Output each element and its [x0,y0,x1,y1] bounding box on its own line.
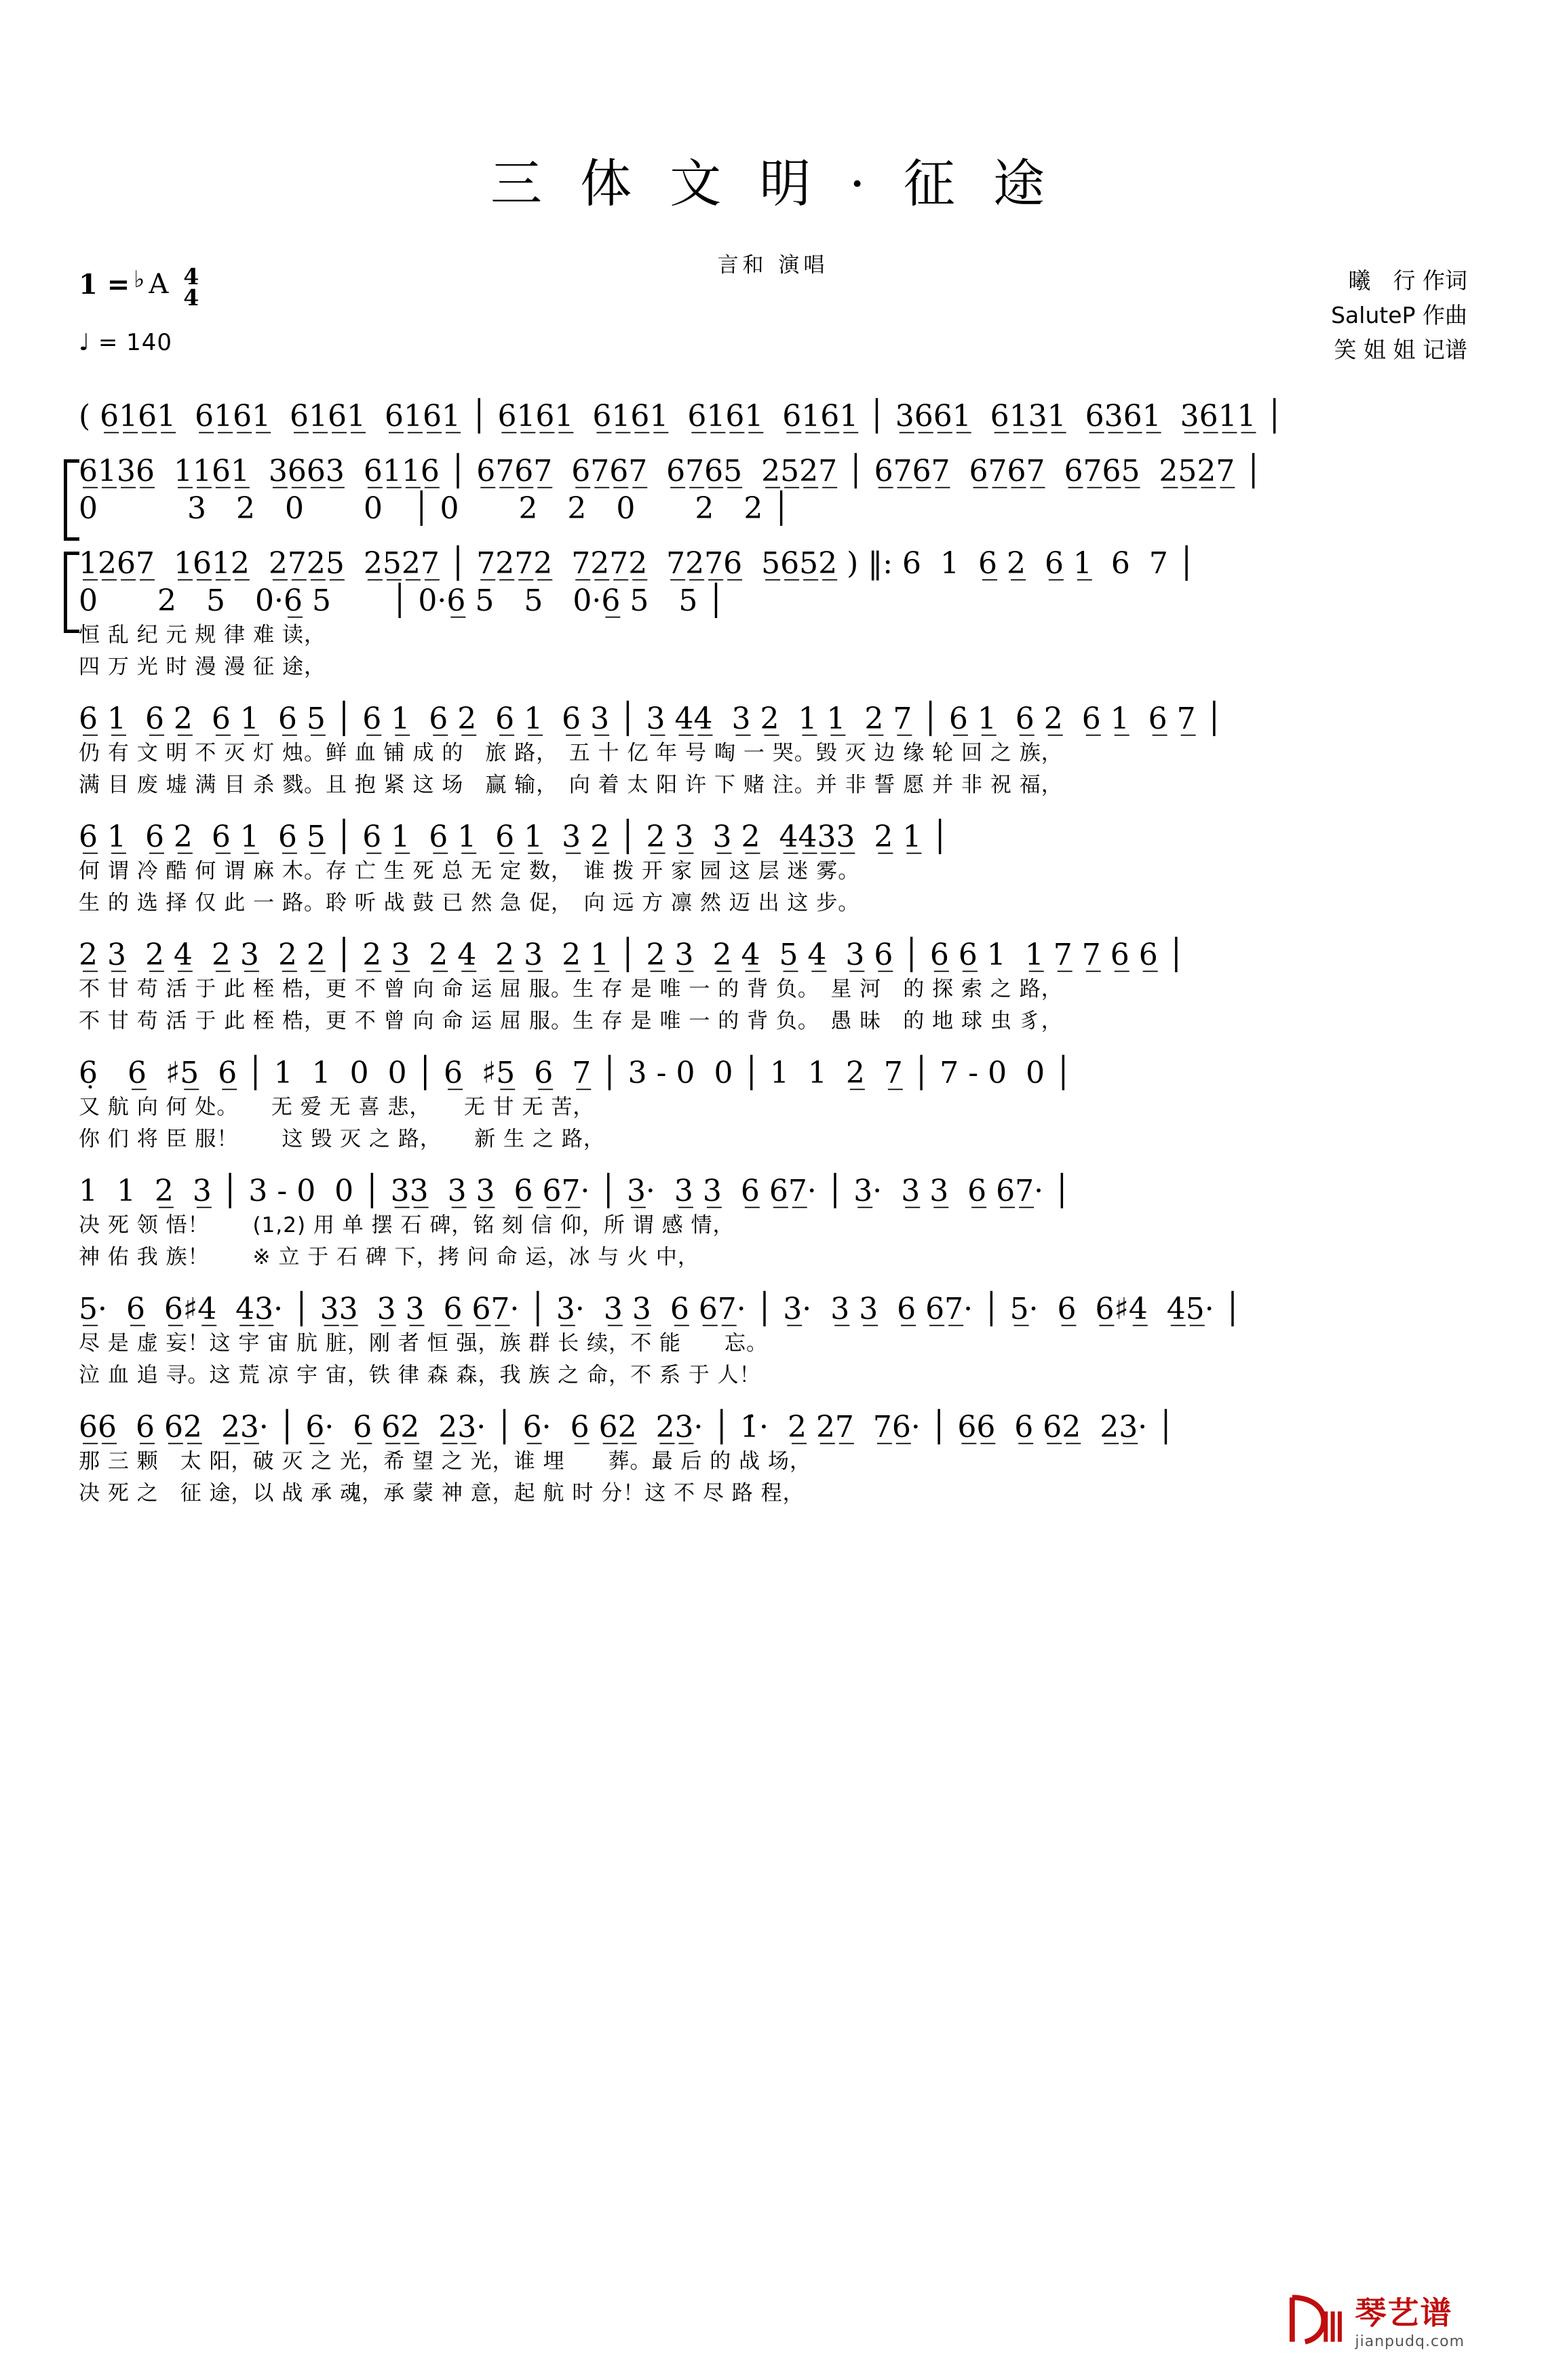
notation-line: 6̲ 1̲ 6̲ 2̲ 6̲ 1̲ 6̲ 5̲ │ 6̲ 1̲ 6̲ 2̲ 6̲ 1̲ 6̲ 3̲ │ 3̲ 4̲4̲ 3̲ 2̲ 1̲ 1̲ 2̲ 7̲ │ 6̲ 1̲ 6̲ 2̲ 6̲ 1̲ 6̲ 7̲ │ [79,702,1224,736]
system-bracket [64,552,79,633]
lyric-line-1: 不 甘 苟 活 于 此 桎 梏，更 不 曾 向 命 运 屈 服。生 存 是 唯 一 的 背 负。 星 河 的 探 索 之 路， [79,977,1063,1001]
music-system-6 [79,936,1467,1054]
credit-lyricist: 曦 行 作词 [1348,267,1467,294]
notation-line: ( 6̲1̲6̲1̲ 6̲1̲6̲1̲ 6̲1̲6̲1̲ 6̲1̲6̲1̲ │ 6̲1̲6̲1̲ 6̲1̲6̲1̲ 6̲1̲6̲1̲ 6̲1̲6̲1̲ │ 3̲6̲6̲1̲ 6̲1̲3̲1̲ 6̲3̲6̲1̲ 3̲6̲1̲1̲ │ [79,399,1284,434]
notation-line: 5̲· 6̲ 6̲♯4̲ 4̲3̲· │ 3̲3̲ 3̲ 3̲ 6̲ 6̲7̲· │ 3̲· 3̲ 3̲ 6̲ 6̲7̲· │ 3̲· 3̲ 3̲ 6̲ 6̲7̲· │ 5̲· 6̲ 6̲♯4̲ 4̲5̲· │ [79,1292,1242,1326]
notation-line-lower: 0 3 2 0 0 │ 0 2 2 0 2 2 │ [79,491,790,526]
time-denominator: 4 [183,284,199,311]
notation-line: 1̲2̲6̲7̲ 1̲6̲1̲2̲ 2̲7̲2̲5̲ 2̲5̲2̲7̲ │ 7̲2̲7̲2̲ 7̲2̲7̲2̲ 7̲2̲7̲6̲ 5̲6̲5̲2̲ ) ‖: 6 1 6̲ 2̲ 6̲ 1̲ 6 7 │ [79,546,1196,581]
key-signature-block [79,263,199,356]
watermark-url: jianpudq.com [1355,2333,1465,2350]
music-system-9 [79,1290,1467,1408]
music-systems [0,398,1546,1527]
watermark-logo-icon [1288,2290,1346,2349]
lyric-line-2: 决 死 之 征 途，以 战 承 魂，承 蒙 神 意，起 航 时 分！这 不 尽 路 程， [79,1480,805,1505]
key-letter: A [149,269,169,300]
music-system-1 [79,398,1467,453]
lyric-line-2: 你 们 将 臣 服！ 这 毁 灭 之 路， 新 生 之 路， [79,1126,605,1151]
notation-line: 2̲ 3̲ 2̲ 4̲ 2̲ 3̲ 2̲ 2̲ │ 2̲ 3̲ 2̲ 4̲ 2̲ 3̲ 2̲ 1̲ │ 2̲ 3̲ 2̲ 4̲ 5̲ 4̲ 3̲ 6̲ │ 6̲ 6̲ 1 1̲ 7̲ 7̲ 6̲ 6̲ │ [79,938,1186,972]
page-title: 三 体 文 明 · 征 途 [490,153,1056,214]
system-bracket [64,459,79,541]
lyric-line-2: 满 目 废 墟 满 目 杀 戮。且 抱 紧 这 场 赢 输， 向 着 太 阳 许 下 赌 注。并 非 誓 愿 并 非 祝 福， [79,772,1063,797]
lyric-line-2: 生 的 选 择 仅 此 一 路。聆 听 战 鼓 已 然 急 促， 向 远 方 凛 然 迈 出 这 步。 [79,890,860,915]
music-system-3 [79,545,1467,700]
flat-symbol: ♭ [134,266,145,293]
lyric-line-1: 那 三 颗 太 阳，破 灭 之 光，希 望 之 光，谁 埋 葬。最 后 的 战 场， [79,1449,811,1474]
music-system-5 [79,818,1467,936]
credit-composer: SaluteP 作曲 [1331,302,1467,329]
lyric-line-2: 不 甘 苟 活 于 此 桎 梏，更 不 曾 向 命 运 屈 服。生 存 是 唯 一 的 背 负。 愚 昧 的 地 球 虫 豸， [79,1008,1063,1033]
lyric-line-2: 神 佑 我 族！ ※ 立 于 石 碑 下，拷 问 命 运，冰 与 火 中， [79,1244,699,1269]
notation-line: 6̲6̲ 6̲ 6̲2̲ 2̲3̲· │ 6̲· 6̲ 6̲2̲ 2̲3̲· │ 6̲· 6̲ 6̲2̲ 2̲3̲· │ 1̇· 2̲ 2̲7̲ 7̲6̲· │ 6̲6̲ 6̲ 6̲2̲ 2̲3̲· │ [79,1410,1175,1444]
tempo-marking: ♩ = 140 [79,328,173,356]
lyric-line-1: 何 谓 冷 酷 何 谓 麻 木。存 亡 生 死 总 无 定 数， 谁 拨 开 家 园 这 层 迷 雾。 [79,859,860,883]
notation-line: 1 1 2̲ 3̲ │ 3 - 0 0 │ 3̲3̲ 3̲ 3̲ 6̲ 6̲7̲· │ 3̲· 3̲ 3̲ 6̲ 6̲7̲· │ 3̲· 3̲ 3̲ 6̲ 6̲7̲· │ [79,1174,1071,1208]
lyric-line-1: 仍 有 文 明 不 灭 灯 烛。鲜 血 铺 成 的 旅 路， 五 十 亿 年 号 啕 一 哭。毁 灭 边 缘 轮 回 之 族， [79,741,1063,765]
site-watermark[interactable] [1288,2288,1465,2350]
lyric-line-2: 四 万 光 时 漫 漫 征 途， [79,654,326,679]
credit-transcriber: 笑 姐 姐 记谱 [1334,337,1467,364]
time-numerator: 4 [183,263,199,290]
lyric-line-1: 又 航 向 何 处。 无 爱 无 喜 悲， 无 甘 无 苦， [79,1095,595,1119]
music-system-10 [79,1408,1467,1527]
watermark-text [1355,2288,1465,2350]
lyric-line-2: 泣 血 追 寻。这 荒 凉 宇 宙，铁 律 森 森，我 族 之 命，不 系 于 人！ [79,1362,761,1387]
notation-line: 6̲ 1̲ 6̲ 2̲ 6̲ 1̲ 6̲ 5̲ │ 6̲ 1̲ 6̲ 1̲ 6̲ 1̲ 3̲ 2̲ │ 2̲ 3̲ 3̲ 2̲ 4̲4̲3̲3̲ 2̲ 1̲ │ [79,820,949,854]
lyric-line-1: 尽 是 虚 妄！这 宇 宙 肮 脏，刚 者 恒 强，族 群 长 续，不 能 忘。 [79,1331,768,1356]
time-signature [183,263,199,311]
lyric-line-1: 恒 乱 纪 元 规 律 难 读， [79,623,326,647]
credits-block [1331,263,1467,367]
notation-line: 6̲1̲3̲6̲ 1̲1̲6̲1̲ 3̲6̲6̲3̲ 6̲1̲1̲6̲ │ 6̲7̲6̲7̲ 6̲7̲6̲7̲ 6̲7̲6̲5̲ 2̲5̲2̲7̲ │ 6̲7̲6̲7̲ 6̲7̲6̲7̲ 6̲7̲6̲5̲ 2̲5̲2̲7̲ │ [79,454,1262,488]
performer-subtitle: 言和 演唱 [717,253,829,277]
key-label: 1 = [79,269,130,301]
music-system-2 [79,453,1467,545]
music-system-4 [79,700,1467,818]
watermark-title: 琴艺谱 [1355,2295,1453,2331]
lyric-line-1: 决 死 领 悟！ (1,2) 用 单 摆 石 碑，铭 刻 信 仰，所 谓 感 情， [79,1213,735,1237]
music-system-7 [79,1054,1467,1172]
music-system-8 [79,1172,1467,1290]
notation-line-lower: 0 2 5 0·6̲ 5 │ 0·6̲ 5 5 0·6̲ 5 5 │ [79,583,725,618]
notation-line: 6̣ 6̲ ♯5̲ 6̲ │ 1 1 0 0 │ 6̲ ♯5̲ 6̲ 7̲ │ 3 - 0 0 │ 1 1 2̲ 7̲ │ 7 - 0 0 │ [79,1056,1072,1090]
